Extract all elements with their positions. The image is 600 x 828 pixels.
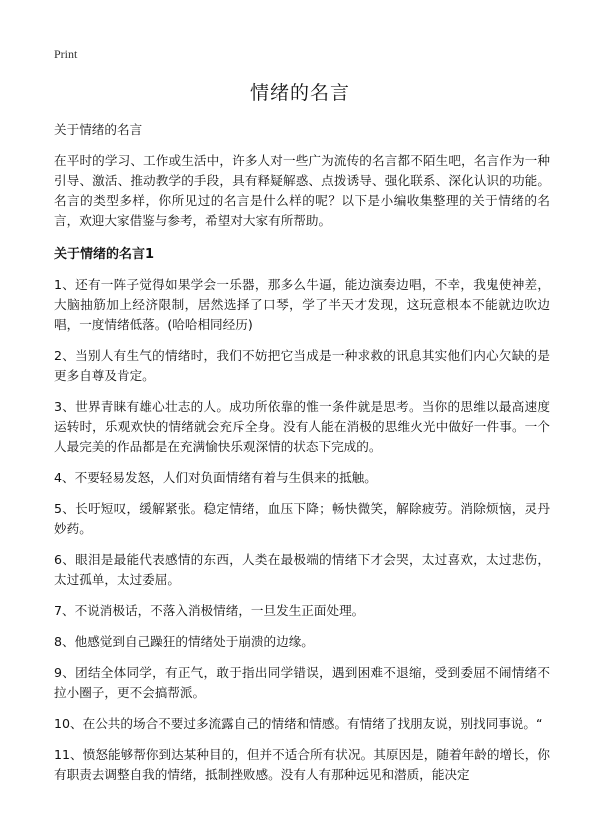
intro-paragraph: 在平时的学习、工作或生活中，许多人对一些广为流传的名言都不陌生吧，名言作为一种引导、激活、推动教学的手段，具有释疑解惑、点拨诱导、强化联系、深化认识的功能。名言的类型多样，你所见过的名言是什么样的呢？以下是小编收集整理的关于情绪的名言，欢迎大家借鉴与参考，希望对大家有所帮助。 — [54, 153, 550, 228]
quote-item: 4、不要轻易发怒，人们对负面情绪有着与生俱来的抵触。 — [54, 470, 377, 485]
article-body — [54, 120, 550, 796]
print-link[interactable]: Print — [54, 47, 78, 61]
quote-item: 5、长吁短叹，缓解紧张。稳定情绪，血压下降；畅快微笑，解除疲劳。消除烦恼，灵丹妙药。 — [54, 501, 550, 536]
article-subtitle: 关于情绪的名言 — [54, 122, 143, 137]
quote-item: 9、团结全体同学，有正气，敢于指出同学错误，遇到困难不退缩，受到委屈不闹情绪不拉小圈子，更不会搞帮派。 — [54, 665, 550, 700]
quote-item: 10、在公共的场合不要过多流露自己的情绪和情感。有情绪了找朋友说，别找同事说。“ — [54, 716, 543, 731]
quote-item: 2、当别人有生气的情绪时，我们不妨把它当成是一种求救的讯息其实他们内心欠缺的是更多自尊及肯定。 — [54, 348, 550, 383]
quote-item: 7、不说消极话，不落入消极情绪，一旦发生正面处理。 — [54, 603, 365, 618]
quote-item: 11、愤怒能够帮你到达某种目的，但并不适合所有状况。其原因是，随着年龄的增长，你有职责去调整自我的情绪，抵制挫败感。没有人有那种远见和潜质，能决定 — [54, 747, 550, 782]
quote-item: 1、还有一阵子觉得如果学会一乐器，那多么牛逼，能边演奏边唱，不幸，我鬼使神差，大脑抽筋加上经济限制，居然选择了口琴，学了半天才发现，这玩意根本不能就边吹边唱，一度情绪低落。(哈哈相同经历) — [54, 277, 550, 332]
quote-item: 8、他感觉到自己躁狂的情绪处于崩溃的边缘。 — [54, 634, 314, 649]
quote-list — [54, 275, 550, 785]
quote-item: 3、世界青睐有雄心壮志的人。成功所依靠的惟一条件就是思考。当你的思维以最高速度运转时，乐观欢快的情绪就会充斥全身。没有人能在消极的思维火光中做好一件事。一个人最完美的作品都是在充满愉快乐观深情的状态下完成的。 — [54, 399, 550, 454]
quote-item: 6、眼泪是最能代表感情的东西，人类在最极端的情绪下才会哭，太过喜欢，太过悲伤，太过孤单，太过委屈。 — [54, 552, 550, 587]
page-title: 情绪的名言 — [249, 82, 350, 104]
section-heading: 关于情绪的名言1 — [54, 247, 155, 262]
